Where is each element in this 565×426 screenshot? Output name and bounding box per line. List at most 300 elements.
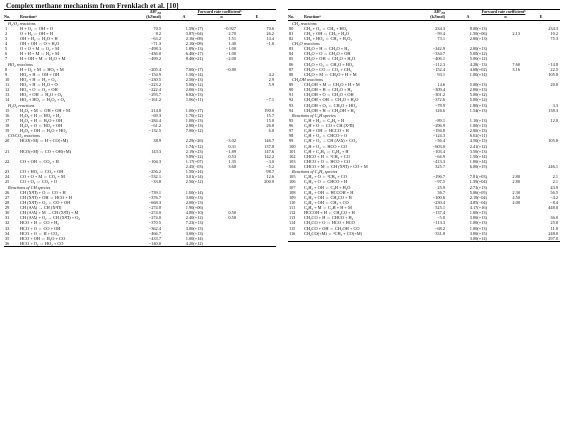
enthalpy-value: −274.0 xyxy=(148,205,161,211)
reaction-equation: CH (A²Δ) + O₂ → CH (X²Π) + O₂ xyxy=(20,215,80,221)
enthalpy-value: −362.4 xyxy=(148,225,161,231)
enthalpy-value: −64.9 xyxy=(434,153,445,159)
reaction-equation: OH + OH ⇔ O + H₂O xyxy=(20,41,60,47)
header-reaction: Reactionᵃ xyxy=(304,15,414,20)
enthalpy-value: −100.6 xyxy=(432,194,445,200)
reaction-number: 106 xyxy=(289,179,296,185)
table-left-column xyxy=(4,9,276,247)
reaction-number: 114 xyxy=(289,220,296,226)
header-a: A xyxy=(447,15,489,20)
enthalpy-value: −296.9 xyxy=(432,123,445,129)
reaction-equation: HCO + OH ⇔ H₂O + CO xyxy=(20,235,66,241)
coefficient-e: 6.0 xyxy=(268,128,275,134)
coefficient-n: 3.16 xyxy=(512,66,520,72)
coefficient-a: 2.10(+08) xyxy=(185,41,203,47)
coefficient-e: 15.0 xyxy=(266,117,275,123)
reaction-equation: O + H₂ ⇔ OH + H xyxy=(20,30,53,36)
coefficient-a: 1.90(+06) xyxy=(185,205,203,211)
coefficient-n: 2.80 xyxy=(512,179,520,185)
coefficient-e: 297.0 xyxy=(522,236,560,242)
coefficient-a: 4.68(+02) xyxy=(469,66,487,72)
reaction-number: 89 xyxy=(289,82,294,88)
enthalpy-value: −342.9 xyxy=(432,46,445,52)
reaction-equation: CH (A²Δ) → CH (X²Π) xyxy=(20,205,62,211)
enthalpy-value: 143.3 xyxy=(151,148,161,154)
reaction-equation: C₂H + OH ⇔ HCCO + H xyxy=(304,128,349,134)
reaction-number: 35 xyxy=(5,235,10,241)
enthalpy-value: −499.2 xyxy=(148,56,161,62)
coefficient-e: 5.9 xyxy=(268,82,275,88)
coefficient-a: 1.70(+12) xyxy=(185,112,203,118)
header-n: n xyxy=(205,15,238,20)
coefficient-a: 2.50(+12) xyxy=(185,179,203,185)
reaction-equation: HCO + H ⇔ CO + H₂ xyxy=(20,220,59,226)
coefficient-e: 448.0 xyxy=(548,205,559,211)
coefficient-e: −5.2 xyxy=(266,164,275,170)
enthalpy-value: 70.5 xyxy=(153,25,161,31)
reaction-equation: CO + O + M ⇔ CO₂ + M xyxy=(20,174,65,180)
header-dh-unit: (kJ/mol) xyxy=(414,15,447,20)
reaction-equation: CH (X²Π) + O₂ ⇔ CO + OH xyxy=(20,199,71,205)
reaction-number: 100 xyxy=(289,143,296,149)
coefficient-e: 105.0 xyxy=(548,71,559,77)
reaction-number: 109 xyxy=(289,194,296,200)
enthalpy-value: −154.9 xyxy=(148,71,161,77)
enthalpy-value: −113.3 xyxy=(432,220,445,226)
coefficient-e: 147.6 xyxy=(264,148,275,154)
coefficient-a: 1.39(+04) xyxy=(469,179,487,185)
coefficient-a: 8.40(+21) xyxy=(185,56,203,62)
reaction-equation: CH₃O + H ⇔ CH₂O + H₂ xyxy=(304,46,349,52)
reaction-equation: CH₃O + O ⇔ CH₂O + OH xyxy=(304,51,351,57)
table-row xyxy=(288,236,560,242)
coefficient-a: 1.80(+13) xyxy=(469,102,487,108)
coefficient-a: 2.19(−04) xyxy=(469,194,487,200)
reaction-equation: HCO + O₂ ⇔ HO₂ + CO xyxy=(20,241,130,247)
reaction-equation: CH₂CO + OH ⇔ CH₂OH + CO xyxy=(304,225,360,231)
coefficient-a: 5.00(+12) xyxy=(469,97,487,103)
reaction-equation: CH₃O + OH ⇔ CH₂O + H₂O xyxy=(304,56,356,62)
coefficient-a: 6.00(+15) xyxy=(469,164,487,170)
reaction-number: 22 xyxy=(5,158,10,164)
coefficient-a: 1.00(+13) xyxy=(469,225,487,231)
coefficient-n: 2.13 xyxy=(512,30,520,36)
coefficient-n: −2.00 xyxy=(225,56,236,62)
reaction-equation: CH (X²Π) + OH ⇔ HCO + H xyxy=(20,194,72,200)
enthalpy-value: −222.4 xyxy=(148,87,161,93)
coefficient-a: 2.00(+13) xyxy=(469,35,487,41)
coefficient-e: 105.0 xyxy=(548,138,559,144)
reaction-equation: HO₂ + HO₂ ⇔ H₂O₂ + O₂ xyxy=(20,97,66,103)
reaction-number: 12 xyxy=(5,87,10,93)
coefficient-a: 3.00(+15) xyxy=(469,230,487,236)
coefficient-a: 1.59(+17) xyxy=(185,25,203,31)
reaction-equation: C₂H + O ⇔ CO + CH (X²Π) xyxy=(304,123,355,129)
coefficient-a: 2.40(+12) xyxy=(185,215,203,221)
coefficient-e: 248.0 xyxy=(548,230,559,236)
reaction-equation: H₂O₂ + O ⇔ HO₂ + OH xyxy=(20,123,63,129)
enthalpy-value: 234.3 xyxy=(435,25,445,31)
enthalpy-value: −406.1 xyxy=(432,56,445,62)
enthalpy-value: −63.2 xyxy=(150,35,161,41)
coefficient-a: 3.00(+13) xyxy=(185,225,203,231)
section-heading: H₂O₂ reactions xyxy=(8,102,35,108)
coefficient-e: 43.9 xyxy=(550,184,559,190)
coefficient-n: 0.50 xyxy=(228,215,236,221)
coefficient-a: 6.40(+17) xyxy=(185,51,203,57)
coefficient-n: 4.00 xyxy=(512,199,520,205)
coefficient-e: −3.0 xyxy=(266,158,275,164)
reaction-number: 9 xyxy=(5,71,8,77)
section-heading: Reactions of CH species xyxy=(8,184,51,190)
section-heading: CO/CO₂ reactions xyxy=(8,133,40,139)
enthalpy-value: −152.4 xyxy=(432,66,445,72)
reaction-equation: OH + H₂ ⇔ H₂O + H xyxy=(20,35,58,41)
reaction-number: 107 xyxy=(289,184,296,190)
reaction-number: 98 xyxy=(289,133,294,139)
coefficient-e: 70.6 xyxy=(266,25,275,31)
reaction-number: 1 xyxy=(5,25,8,31)
coefficient-a: 2.41(+12) xyxy=(469,143,487,149)
enthalpy-value: −69.3 xyxy=(150,112,161,118)
reaction-number: 30 xyxy=(5,210,10,216)
header-reaction: Reactionᵃ xyxy=(20,15,130,20)
reaction-number: 14 xyxy=(5,97,10,103)
reaction-equation: H + O₂ ⇔ OH + O xyxy=(20,25,53,31)
coefficient-a: 5.00(+12) xyxy=(469,51,487,57)
reaction-equation: CHCO + M ⇔ CH (X²Π) + CO + M xyxy=(304,164,368,170)
coefficient-a: 7.81(+03) xyxy=(469,174,487,180)
reaction-equation: HO₂ + H ⇔ OH + OH xyxy=(20,71,60,77)
reaction-equation: C₂H + H₂ ⇔ C₂H₂ + H xyxy=(304,117,345,123)
enthalpy-value: −274.0 xyxy=(148,215,161,221)
reaction-equation: HCO(+M) ⇔ H + CO(+M) xyxy=(20,138,68,144)
coefficient-a: 2.16(+08) xyxy=(185,35,203,41)
enthalpy-value: −97.5 xyxy=(434,179,445,185)
coefficient-e: −14.8 xyxy=(547,61,559,67)
coefficient-a: 1.74(+12) xyxy=(185,143,203,149)
coefficient-a: 5.89(+12) xyxy=(185,153,203,159)
coefficient-e: 26.8 xyxy=(266,123,275,129)
reaction-equation: C₂H₂ + O ⇔ ³CH₂ + CO xyxy=(304,174,347,180)
reaction-number: 32 xyxy=(5,220,10,226)
coefficient-n: −1.89 xyxy=(225,148,236,154)
header-dh-unit: (kJ/mol) xyxy=(130,15,163,20)
reaction-number: 26 xyxy=(5,189,10,195)
coefficient-a: 2.50(+13) xyxy=(185,76,203,82)
coefficient-e: 137.8 xyxy=(264,143,275,149)
coefficient-e: 200.0 xyxy=(264,179,275,185)
reaction-equation: HCO + O ⇔ H + CO₂ xyxy=(20,230,59,236)
reaction-equation xyxy=(304,236,414,242)
enthalpy-value: −532.1 xyxy=(148,174,161,180)
section-heading: Reactions of C₂H₂ species xyxy=(292,169,338,175)
enthalpy-value: −372.6 xyxy=(432,97,445,103)
enthalpy-value: −104.3 xyxy=(148,158,161,164)
reaction-number: 87 xyxy=(289,66,294,72)
header-no: No. xyxy=(288,15,304,20)
reaction-number: 90 xyxy=(289,87,294,93)
enthalpy-value: −68.2 xyxy=(434,225,445,231)
coefficient-n: 2.30 xyxy=(512,189,520,195)
reaction-number: 18 xyxy=(5,123,10,129)
reaction-equation: CH₄ + O₂ ⇔ CH₃ + HO₂ xyxy=(304,25,348,31)
reaction-equation: C₂H + O₂ ⇔ CHCO + O xyxy=(304,133,348,139)
header-dh: ΔH°₂₉₈ xyxy=(130,10,163,15)
reaction-equation: CH₂OH + H ⇔ CH₂O + H₂ xyxy=(304,87,353,93)
coefficient-a: 5.06(+05) xyxy=(469,189,487,195)
reaction-equation: HCO(+M) ⇔ CO + OH(+M) xyxy=(20,148,72,154)
coefficient-e: −7.1 xyxy=(266,97,275,103)
coefficient-a: 1.00(+13) xyxy=(469,210,487,216)
coefficient-a: 1.17(+07) xyxy=(185,158,203,164)
coefficient-n: 0.50 xyxy=(228,210,236,216)
enthalpy-value: −103.4 xyxy=(432,148,445,154)
enthalpy-value: −274.0 xyxy=(148,210,161,216)
coefficient-n: 0.53 xyxy=(228,153,236,159)
coefficient-e: 75.3 xyxy=(550,35,559,41)
coefficient-n xyxy=(489,236,522,242)
enthalpy-value: −413.3 xyxy=(432,158,445,164)
coefficient-a: 1.00(+14) xyxy=(469,71,487,77)
coefficient-n: 4.50 xyxy=(512,194,520,200)
coefficient-e: 2.9 xyxy=(268,76,275,82)
reaction-number: 108 xyxy=(289,189,296,195)
reaction-number: 83 xyxy=(289,46,294,52)
coefficient-e: 98.7 xyxy=(266,169,275,175)
coefficient-e: 14.4 xyxy=(266,35,275,41)
reaction-number: 115 xyxy=(289,225,296,231)
enthalpy-value: −205.4 xyxy=(148,66,161,72)
reaction-number: 88 xyxy=(289,71,294,77)
enthalpy-value: −334.7 xyxy=(432,51,445,57)
enthalpy-value: −230.4 xyxy=(432,199,445,205)
enthalpy-value: −161.2 xyxy=(148,97,161,103)
reaction-equation: HCO + O ⇔ CO + OH xyxy=(20,225,61,231)
coefficient-e: 26.2 xyxy=(266,30,275,36)
reaction-number: 85 xyxy=(289,56,294,62)
header-rate-coefficient: Forward rate coefficientᵇ xyxy=(447,10,560,15)
coefficient-a: 5.00(+12) xyxy=(469,92,487,98)
reaction-equation: H + OH + M ⇔ H₂O + M xyxy=(20,56,66,62)
coefficient-a: 8.00(+13) xyxy=(469,25,487,31)
reaction-number: 3 xyxy=(5,35,8,41)
coefficient-a: 1.00(+14) xyxy=(185,189,203,195)
header-a: A xyxy=(163,15,205,20)
reaction-number: 31 xyxy=(5,215,10,221)
reaction-equation: CHCO + O ⇔ HCO + CO xyxy=(304,158,351,164)
coefficient-a: 5.00(+12) xyxy=(185,82,203,88)
coefficient-a: 2.19(+23) xyxy=(185,148,203,154)
reaction-number: 19 xyxy=(5,128,10,134)
enthalpy-value: −61.2 xyxy=(150,123,161,129)
coefficient-a: 4.17(+16) xyxy=(469,205,487,211)
enthalpy-value: 325.7 xyxy=(435,164,445,170)
coefficient-n: −1.00 xyxy=(225,46,236,52)
coefficient-a: 3.00(+13) xyxy=(185,194,203,200)
reaction-number: 23 xyxy=(5,169,10,175)
coefficient-a: 7.00(+12) xyxy=(185,128,203,134)
coefficient-a: 2.00(+13) xyxy=(469,128,487,134)
reaction-number: 86 xyxy=(289,61,294,67)
reaction-equation: HCCOH + H ⇔ CH₂CO + H xyxy=(304,210,355,216)
coefficient-e: −8.4 xyxy=(550,199,559,205)
reaction-number: 101 xyxy=(289,148,296,154)
coefficient-e: 12.6 xyxy=(266,174,275,180)
coefficient-a: 4.50(+15) xyxy=(469,138,487,144)
coefficient-a: 3.00(+13) xyxy=(185,230,203,236)
enthalpy-value: −59.4 xyxy=(434,30,445,36)
enthalpy-value: −124.3 xyxy=(432,133,445,139)
header-e: E xyxy=(522,15,560,20)
reaction-number: 10 xyxy=(5,76,10,82)
enthalpy-value: −132.5 xyxy=(148,128,161,134)
reaction-number: 6 xyxy=(5,51,8,57)
reaction-equation: H₂O₂ + H ⇔ HO₂ + H₂ xyxy=(20,112,61,118)
coefficient-e: 2.1 xyxy=(552,174,559,180)
reaction-number: 99 xyxy=(289,138,294,144)
coefficient-e: 22.5 xyxy=(550,66,559,72)
coefficient-a: 1.50(+14) xyxy=(185,169,203,175)
reaction-number xyxy=(288,236,304,242)
reaction-number: 4 xyxy=(5,41,8,47)
enthalpy-value: −466.7 xyxy=(148,230,161,236)
coefficient-e: 2.1 xyxy=(552,179,559,185)
coefficient-a: 1.89(+13) xyxy=(185,46,203,52)
enthalpy-value: −33.8 xyxy=(150,179,161,185)
reaction-number: 97 xyxy=(289,128,294,134)
reaction-number: 8 xyxy=(5,66,8,72)
enthalpy-value: −196.7 xyxy=(432,174,445,180)
coefficient-e: −1.6 xyxy=(266,41,275,47)
reaction-equation: C₂H₂ + OH ⇔ CH₃ + CO xyxy=(304,199,349,205)
coefficient-e: 11.0 xyxy=(550,225,559,231)
enthalpy-value: 331.8 xyxy=(435,230,445,236)
enthalpy-value: 73.1 xyxy=(437,35,445,41)
reaction-number: 27 xyxy=(5,194,10,200)
table-row xyxy=(4,241,276,247)
reaction-equation: CO + O₂ ⇔ CO₂ + O xyxy=(20,179,58,185)
reaction-equation: HO₂ + O ⇔ O₂ + OH xyxy=(20,87,58,93)
coefficient-a: 2.45(−03) xyxy=(185,164,203,170)
header-n: n xyxy=(489,15,522,20)
reaction-equation: C₂H₂ + O ⇔ CHCO + H xyxy=(304,179,348,185)
coefficient-a: 5.00(+13) xyxy=(469,82,487,88)
coefficient-a: 3.50(+13) xyxy=(469,148,487,154)
coefficient-a: 2.00(+13) xyxy=(185,199,203,205)
coefficient-a: 4.00(+10) xyxy=(185,210,203,216)
coefficient-e: 25.0 xyxy=(550,220,559,226)
reaction-number: 11 xyxy=(5,82,10,88)
reaction-equation: CH (X²Π) + O ⇔ CO + H xyxy=(20,189,66,195)
reaction-table-body-right xyxy=(288,20,560,241)
reaction-equation: CH₂CO + H ⇔ CHCO + H₂ xyxy=(304,215,354,221)
reaction-number: 36 xyxy=(4,241,20,247)
reaction-equation: CH₄ + HO₂ ⇔ CH₃ + H₂O₂ xyxy=(304,35,352,41)
coefficient-e: 138.3 xyxy=(548,107,559,113)
reaction-number: 95 xyxy=(289,117,294,123)
reaction-number: 105 xyxy=(289,174,296,180)
reaction-equation: C₂H + O₂ ⇔ HCO + CO xyxy=(304,143,348,149)
reaction-equation: HO₂ + H ⇔ H₂O + O xyxy=(20,82,58,88)
enthalpy-value: −223.2 xyxy=(148,82,161,88)
reaction-number: 82 xyxy=(289,35,294,41)
reaction-equation: H + O₂ + M ⇔ HO₂ + M xyxy=(20,66,64,72)
enthalpy-value: 36.7 xyxy=(437,189,445,195)
coefficient-e: 36.0 xyxy=(550,215,559,221)
coefficient-e: 20.0 xyxy=(550,82,559,88)
enthalpy-value: −230.5 xyxy=(148,76,161,82)
reaction-number: 29 xyxy=(5,205,10,211)
reaction-equation: H₂O₂ + M ⇔ OH + OH + M xyxy=(20,107,70,113)
reaction-equation: CH₂OH + OH ⇔ CH₂O + H₂O xyxy=(304,97,359,103)
coefficient-a: 5.00(+12) xyxy=(469,56,487,62)
reaction-number: 84 xyxy=(289,51,294,57)
enthalpy-value: 8.2 xyxy=(155,30,161,36)
section-heading: CH₂OH reactions xyxy=(292,76,323,82)
coefficient-e: −4.2 xyxy=(550,194,559,200)
coefficient-e: 10.2 xyxy=(550,30,559,36)
coefficient-n: 1.51 xyxy=(228,35,236,41)
coefficient-e: 12.0 xyxy=(550,117,559,123)
enthalpy-value: −433.7 xyxy=(148,235,161,241)
enthalpy-value: −194.8 xyxy=(432,128,445,134)
enthalpy-value: 14.6 xyxy=(437,82,445,88)
reaction-number: 103 xyxy=(289,158,296,164)
reaction-equation: CH₂CO + O ⇔ HCO + HCO xyxy=(304,220,355,226)
reaction-equation: H + H + M ⇔ H₂ + M xyxy=(20,51,60,57)
coefficient-n: 0.31 xyxy=(228,143,236,149)
reaction-equation: HO₂ + OH ⇔ H₂O + O₂ xyxy=(20,92,63,98)
coefficient-n: −0.927 xyxy=(223,25,236,31)
enthalpy-value: −739.1 xyxy=(148,189,161,195)
enthalpy-value: −498.3 xyxy=(148,46,161,52)
reaction-number: 2 xyxy=(5,30,8,36)
coefficient-n: −1.00 xyxy=(225,51,236,57)
reaction-number: 92 xyxy=(289,97,294,103)
reaction-number: 15 xyxy=(5,107,10,113)
coefficient-n: 1.40 xyxy=(228,41,236,47)
reaction-equation: C₂H₂ + OH ⇔ CH₂CO + H xyxy=(304,194,352,200)
coefficient-a: 2.00(+13) xyxy=(469,46,487,52)
coefficient-a: 3.87(+04) xyxy=(185,30,203,36)
reaction-equation: CHCO + H ⇔ ¹CH₂ + CO xyxy=(304,153,350,159)
enthalpy-value: 93.1 xyxy=(437,71,445,77)
coefficient-n: −3.02 xyxy=(225,138,236,144)
coefficient-e: 3.3 xyxy=(552,102,559,108)
header-e: E xyxy=(238,15,276,20)
enthalpy-value: −56.4 xyxy=(434,138,445,144)
enthalpy-value: −71.3 xyxy=(150,41,161,47)
reaction-equation: O + O + M ⇔ O₂ + M xyxy=(20,46,60,52)
coefficient-e: 4.2 xyxy=(268,71,275,77)
reaction-equation: CH (A²Δ) + M → CH (X²Π) + M xyxy=(20,210,79,216)
reaction-number: 110 xyxy=(289,199,296,205)
enthalpy-value: −284.4 xyxy=(148,117,161,123)
coefficient-a: 4.85(−04) xyxy=(469,199,487,205)
reaction-number: 20 xyxy=(5,138,10,144)
reaction-table-left xyxy=(4,9,276,247)
reaction-equation: CH₂OH + M ⇔ CH₂O + H + M xyxy=(304,82,360,88)
coefficient-a: 4.20(+12) xyxy=(163,241,205,247)
enthalpy-value: −293.7 xyxy=(148,92,161,98)
coefficient-e: 142.2 xyxy=(264,153,275,159)
coefficient-a: 2.00(+13) xyxy=(469,87,487,93)
coefficient-a: 6.02(+11) xyxy=(469,133,487,139)
coefficient-a: 4.28(−13) xyxy=(469,61,487,67)
coefficient-a: 3.00(+14) xyxy=(447,236,489,242)
reaction-number: 80 xyxy=(289,25,294,31)
